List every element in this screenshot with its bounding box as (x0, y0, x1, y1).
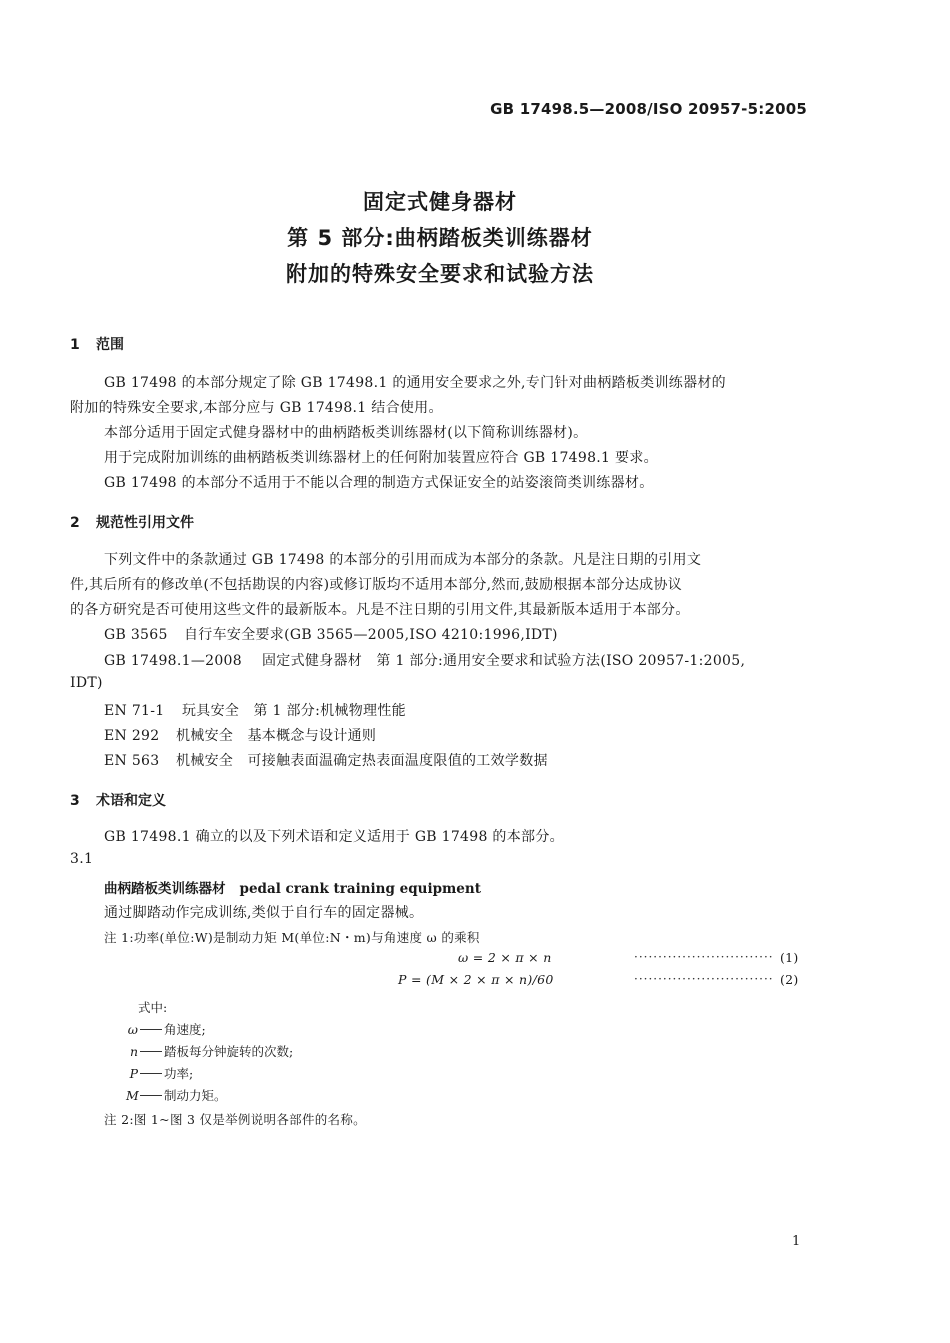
reference-en292 (104, 725, 376, 745)
section-3-heading (70, 790, 166, 810)
section-2-para-1a: 下列文件中的条款通过 GB 17498 的本部分的引用而成为本部分的条款。凡是注日期的引用文 (104, 552, 702, 568)
section-2-para-1c: 的各方研究是否可使用这些文件的最新版本。凡是不注日期的引用文件,其最新版本适用于本部分。 (70, 602, 690, 618)
title-line-1: 固定式健身器材 (363, 190, 517, 214)
variable-omega (126, 1020, 206, 1038)
reference-text: 机械安全 基本概念与设计通则 (176, 728, 377, 744)
variable-description: 制动力矩。 (164, 1088, 227, 1103)
section-1-number: 1 (70, 337, 80, 353)
section-2-number: 2 (70, 515, 80, 531)
formula-2: P = (M × 2 × π × n)/60 (398, 972, 554, 987)
variable-symbol: P (129, 1066, 138, 1081)
variable-description: 功率; (164, 1066, 194, 1081)
section-1-para-3: 用于完成附加训练的曲柄踏板类训练器材上的任何附加装置应符合 GB 17498.1 要求。 (104, 450, 658, 466)
variable-symbol: n (129, 1044, 138, 1059)
section-2-title: 规范性引用文件 (96, 515, 194, 531)
standard-identifier: GB 17498.5—2008/ISO 20957-5:2005 (490, 100, 807, 118)
formula-1-number: (1) (780, 950, 799, 965)
variable-p (126, 1064, 193, 1082)
variable-m (126, 1086, 227, 1104)
note-2: 注 2:图 1~图 3 仅是举例说明各部件的名称。 (104, 1112, 366, 1127)
section-1-heading (70, 334, 124, 354)
formula-2-number: (2) (780, 972, 799, 987)
variable-n (126, 1042, 293, 1060)
section-3-title: 术语和定义 (96, 793, 166, 809)
reference-code: EN 71-1 (104, 703, 165, 719)
reference-text: 自行车安全要求(GB 3565—2005,ISO 4210:1996,IDT) (184, 627, 558, 643)
section-1-para-1a: GB 17498 的本部分规定了除 GB 17498.1 的通用安全要求之外,专门针对曲柄踏板类训练器材的 (104, 375, 726, 391)
variable-symbol: ω (127, 1022, 138, 1037)
section-3-number: 3 (70, 793, 80, 809)
reference-text: 玩具安全 第 1 部分:机械物理性能 (182, 703, 406, 719)
section-2-para-1b: 件,其后所有的修改单(不包括勘误的内容)或修订版均不适用本部分,然而,鼓励根据本部分达成协议 (70, 577, 683, 593)
reference-gb17498-1-continued: IDT) (70, 675, 103, 691)
section-1-para-2: 本部分适用于固定式健身器材中的曲柄踏板类训练器材(以下简称训练器材)。 (104, 425, 588, 441)
reference-en563 (104, 750, 548, 770)
reference-text: 机械安全 可接触表面温确定热表面温度限值的工效学数据 (176, 753, 548, 769)
reference-code: GB 17498.1—2008 (104, 653, 242, 669)
section-1-para-1b: 附加的特殊安全要求,本部分应与 GB 17498.1 结合使用。 (70, 400, 443, 416)
formula-2-leader: ····························· (634, 972, 774, 986)
variable-dash (140, 1073, 162, 1074)
title-line-3: 附加的特殊安全要求和试验方法 (286, 262, 594, 286)
title-line-2: 第 5 部分:曲柄踏板类训练器材 (287, 226, 593, 250)
reference-text: 固定式健身器材 第 1 部分:通用安全要求和试验方法(ISO 20957-1:2005, (262, 653, 746, 669)
section-3-para-1: GB 17498.1 确立的以及下列术语和定义适用于 GB 17498 的本部分。 (104, 829, 564, 845)
reference-code: EN 292 (104, 728, 160, 744)
term-definition: 通过脚踏动作完成训练,类似于自行车的固定器械。 (104, 905, 424, 921)
subsection-3-1-number: 3.1 (70, 851, 94, 867)
reference-gb17498-1 (104, 650, 745, 670)
reference-code: GB 3565 (104, 627, 168, 643)
formula-1-leader: ····························· (634, 950, 774, 964)
variable-dash (140, 1029, 162, 1030)
variable-description: 角速度; (164, 1022, 206, 1037)
term-english: pedal crank training equipment (239, 881, 481, 897)
variable-dash (140, 1095, 162, 1096)
term-chinese: 曲柄踏板类训练器材 (104, 881, 226, 897)
section-1-para-4: GB 17498 的本部分不适用于不能以合理的制造方式保证安全的站姿滚筒类训练器材。 (104, 475, 654, 491)
note-1: 注 1:功率(单位:W)是制动力矩 M(单位:N・m)与角速度 ω 的乘积 (104, 930, 480, 945)
variable-description: 踏板每分钟旋转的次数; (164, 1044, 294, 1059)
where-label: 式中: (138, 1000, 168, 1015)
reference-code: EN 563 (104, 753, 160, 769)
reference-en71-1 (104, 700, 406, 720)
reference-gb3565 (104, 624, 558, 644)
variable-symbol: M (126, 1088, 139, 1103)
variable-dash (140, 1051, 162, 1052)
page-number: 1 (792, 1234, 801, 1249)
section-1-title: 范围 (96, 337, 124, 353)
formula-1: ω = 2 × π × n (458, 950, 552, 965)
term-entry (104, 877, 481, 897)
section-2-heading (70, 512, 194, 532)
